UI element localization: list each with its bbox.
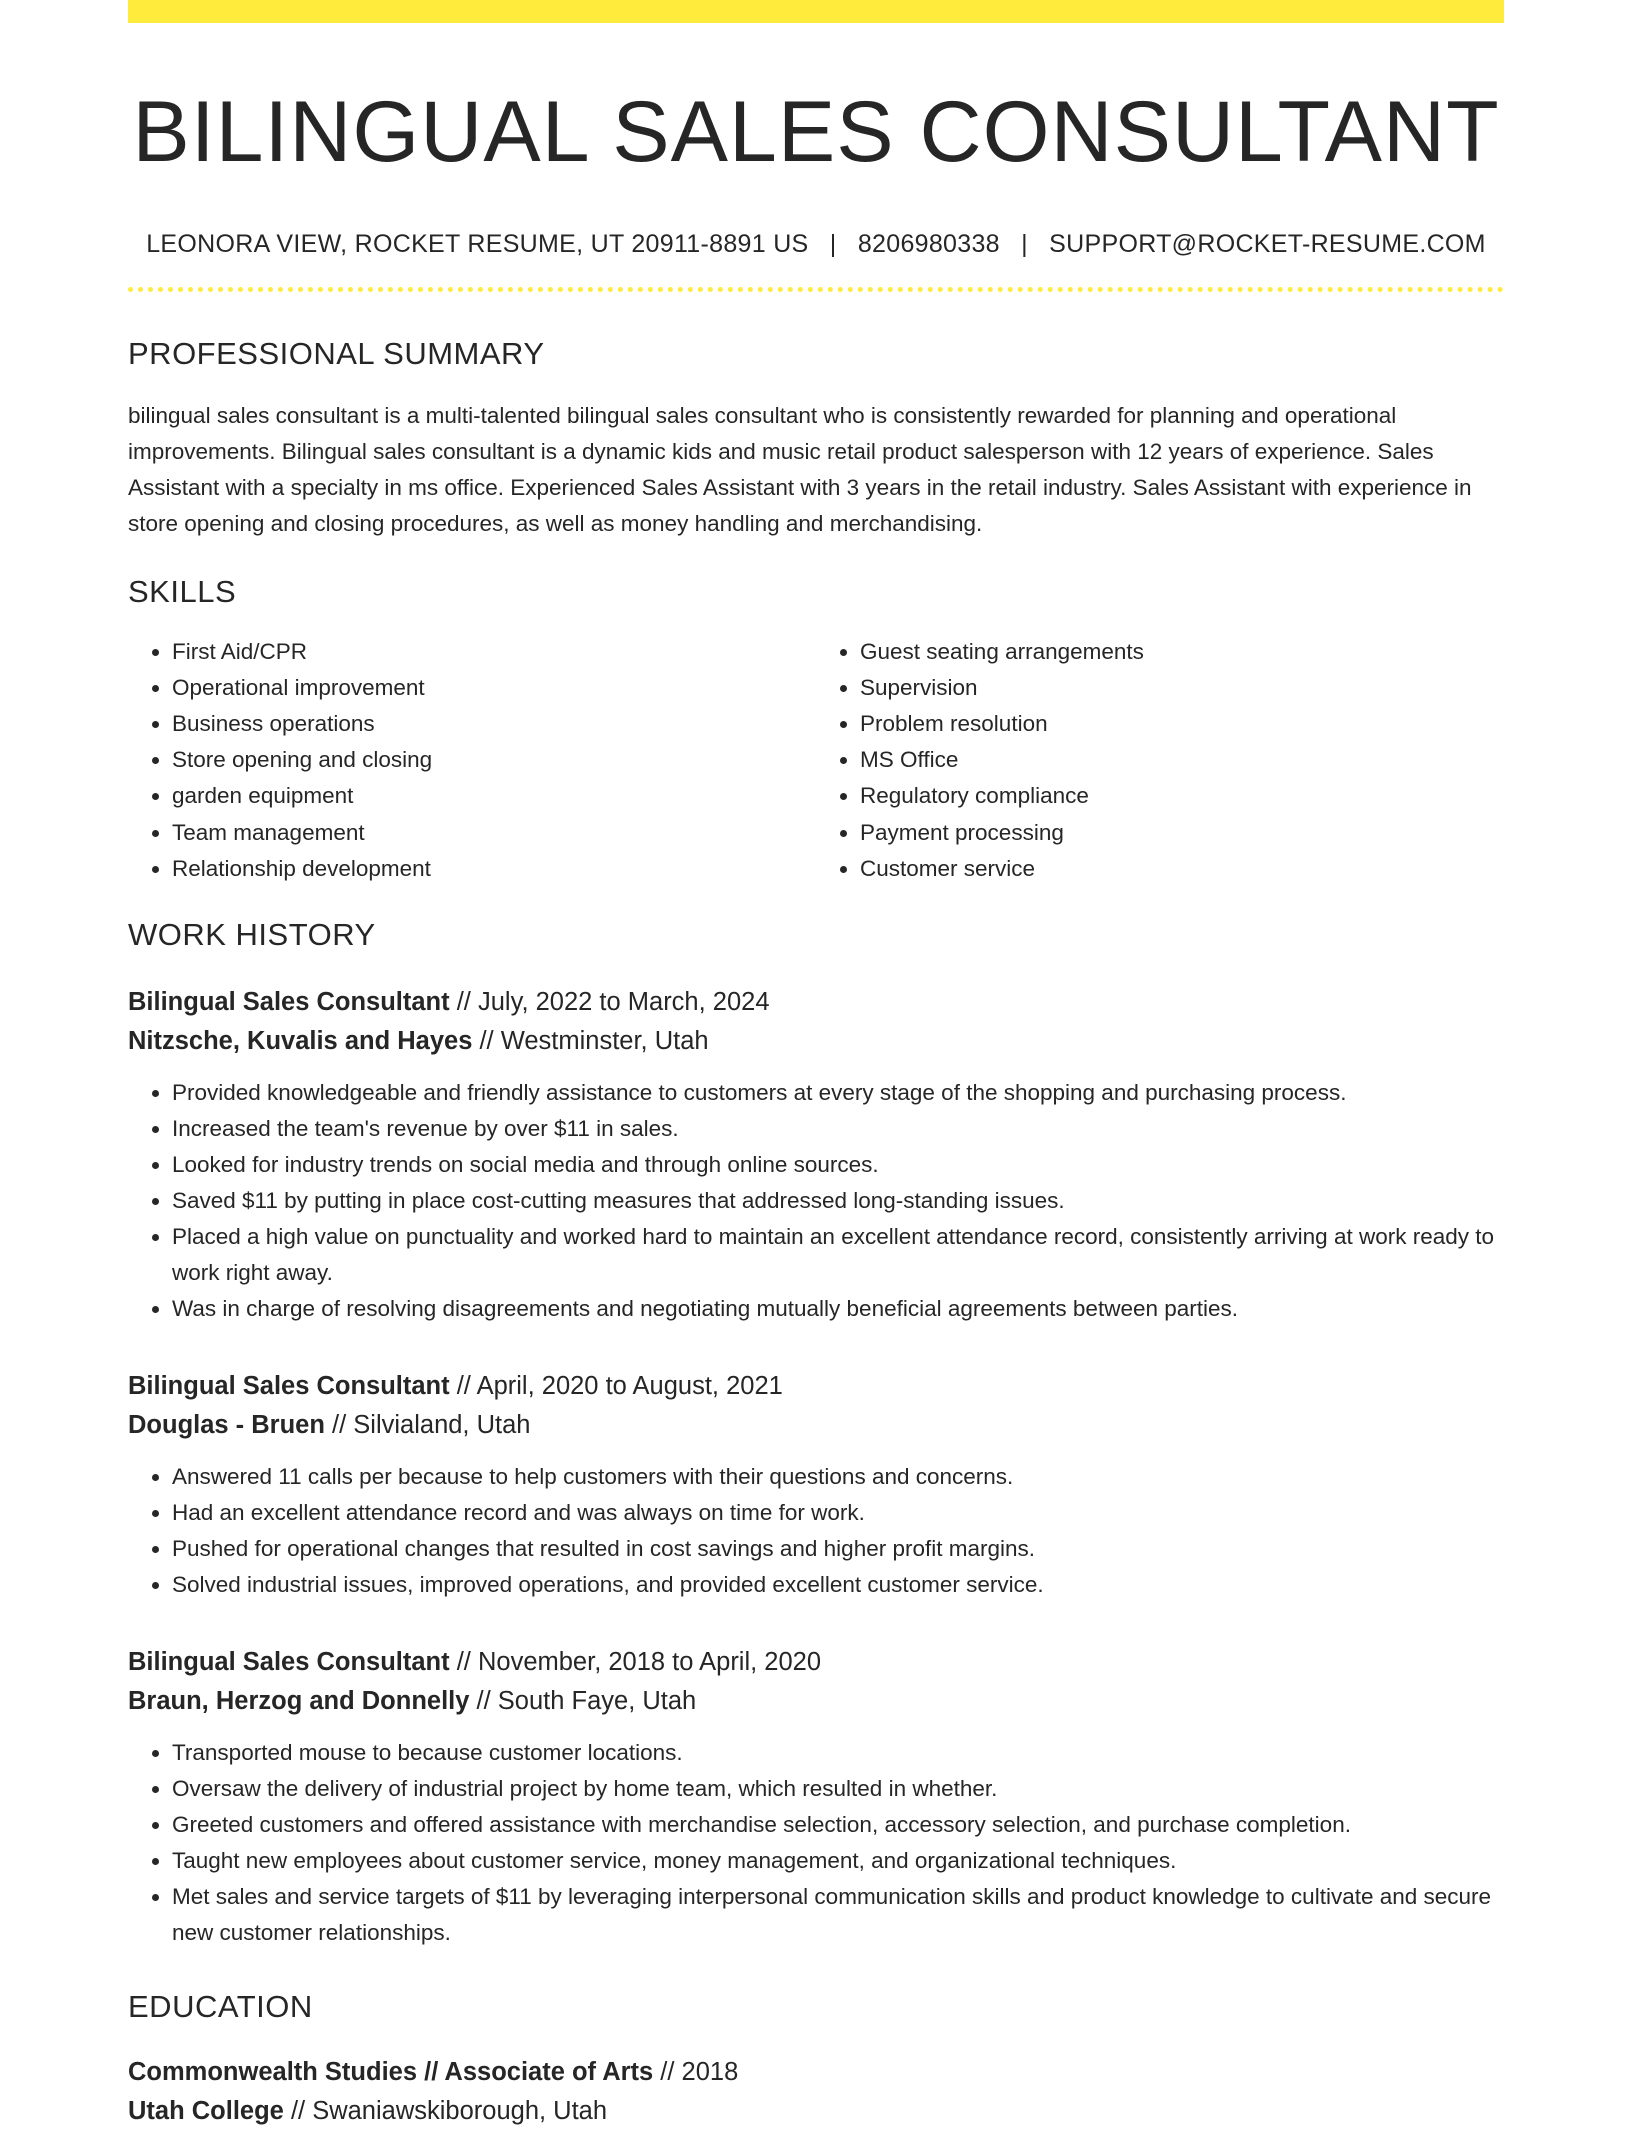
skill-item: • Team management [172, 815, 816, 851]
job-bullet: • Was in charge of resolving disagreements and negotiating mutually beneficial agreements between parties. [172, 1291, 1504, 1327]
job-title-line [128, 983, 1504, 1022]
top-accent-bar [128, 0, 1504, 23]
skill-item: • Regulatory compliance [860, 778, 1504, 814]
contact-separator: | [829, 229, 837, 258]
job-bullet: • Pushed for operational changes that resulted in cost savings and higher profit margins. [172, 1531, 1504, 1567]
education-degree-line [128, 2053, 1504, 2092]
skill-item: • Guest seating arrangements [860, 634, 1504, 670]
skills-column-left [128, 634, 816, 887]
job-entry [128, 1367, 1504, 1603]
job-dates: November, 2018 to April, 2020 [477, 1648, 822, 1677]
job-entry [128, 1643, 1504, 1951]
skill-item: • Payment processing [860, 815, 1504, 851]
job-bullet: • Provided knowledgeable and friendly assistance to customers at every stage of the shopping and purchasing process. [172, 1075, 1504, 1111]
job-bullet: • Answered 11 calls per because to help customers with their questions and concerns. [172, 1459, 1504, 1495]
job-company-line [128, 1406, 1504, 1445]
job-title: Bilingual Sales Consultant [128, 1372, 450, 1401]
job-bullet: • Saved $11 by putting in place cost-cutting measures that addressed long-standing issues. [172, 1183, 1504, 1219]
job-title-line [128, 1367, 1504, 1406]
contact-line [128, 230, 1504, 259]
job-title: Bilingual Sales Consultant [128, 988, 450, 1017]
job-divider: // [472, 1027, 501, 1056]
skill-item: • garden equipment [172, 778, 816, 814]
skills-heading: SKILLS [128, 573, 237, 609]
skill-item: • First Aid/CPR [172, 634, 816, 670]
job-company: Douglas - Bruen [128, 1411, 325, 1440]
skills-list [128, 634, 1504, 887]
skill-item: • Store opening and closing [172, 742, 816, 778]
skill-item: • Problem resolution [860, 706, 1504, 742]
job-company: Nitzsche, Kuvalis and Hayes [128, 1027, 473, 1056]
skills-column-right [816, 634, 1504, 887]
skill-item: • MS Office [860, 742, 1504, 778]
job-location: South Faye, Utah [497, 1687, 697, 1716]
skill-item: • Operational improvement [172, 670, 816, 706]
contact-address: LEONORA VIEW, ROCKET RESUME, UT 20911-8891 US [146, 229, 809, 258]
contact-phone: 8206980338 [857, 229, 1000, 258]
dotted-divider [128, 287, 1504, 292]
job-title: Bilingual Sales Consultant [128, 1648, 450, 1677]
job-bullets [128, 1735, 1504, 1951]
job-bullet: • Had an excellent attendance record and was always on time for work. [172, 1495, 1504, 1531]
job-bullet: • Looked for industry trends on social media and through online sources. [172, 1147, 1504, 1183]
resume-page [128, 0, 1504, 2131]
job-bullet: • Placed a high value on punctuality and worked hard to maintain an excellent attendance record, consistently arriving at work ready to work right away. [172, 1219, 1504, 1291]
summary-heading: PROFESSIONAL SUMMARY [128, 335, 545, 371]
job-location: Westminster, Utah [500, 1027, 709, 1056]
job-dates: July, 2022 to March, 2024 [477, 988, 770, 1017]
job-company-line [128, 1022, 1504, 1061]
education-divider: // [283, 2097, 313, 2126]
job-divider: // [449, 1372, 477, 1401]
job-bullet: • Increased the team's revenue by over $11 in sales. [172, 1111, 1504, 1147]
job-divider: // [469, 1687, 498, 1716]
job-bullet: • Transported mouse to because customer locations. [172, 1735, 1504, 1771]
job-bullets [128, 1459, 1504, 1603]
job-company-line [128, 1682, 1504, 1721]
education-divider: // [653, 2058, 682, 2087]
summary-text: bilingual sales consultant is a multi-talented bilingual sales consultant who is consistently rewarded for planning and operational improvements. Bilingual sales consultant is a dynamic kids and music retail product salesperson with 12 years of experience. Sales Assistant with a specialty in ms office. Experienced Sales Assistant with 3 years in the retail industry. Sales Assistant with experience in store opening and closing procedures, as well as money handling and merchandising. [128, 402, 1472, 536]
education-entry [128, 2053, 1504, 2131]
skill-item: • Business operations [172, 706, 816, 742]
job-bullets [128, 1075, 1504, 1327]
job-divider: // [449, 1648, 478, 1677]
work-history-heading: WORK HISTORY [128, 917, 376, 953]
job-entry [128, 983, 1504, 1327]
skill-item: • Customer service [860, 851, 1504, 887]
education-heading: EDUCATION [128, 1989, 313, 2025]
job-title-line [128, 1643, 1504, 1682]
job-divider: // [324, 1411, 354, 1440]
contact-separator: | [1021, 229, 1028, 258]
education-school: Utah College [128, 2097, 284, 2126]
education-degree: Commonwealth Studies // Associate of Arts [128, 2058, 654, 2087]
job-bullet: • Taught new employees about customer service, money management, and organizational techniques. [172, 1843, 1504, 1879]
page-title: BILINGUAL SALES CONSULTANT [132, 84, 1500, 180]
contact-email: SUPPORT@ROCKET-RESUME.COM [1049, 229, 1486, 258]
education-year: 2018 [681, 2058, 739, 2087]
skill-item: • Relationship development [172, 851, 816, 887]
job-bullet: • Greeted customers and offered assistance with merchandise selection, accessory selection, and purchase completion. [172, 1807, 1504, 1843]
job-dates: April, 2020 to August, 2021 [476, 1372, 783, 1401]
job-bullet: • Solved industrial issues, improved operations, and provided excellent customer service. [172, 1567, 1504, 1603]
job-bullet: • Met sales and service targets of $11 by leveraging interpersonal communication skills and product knowledge to cultivate and secure new customer relationships. [172, 1879, 1504, 1951]
job-company: Braun, Herzog and Donnelly [128, 1687, 470, 1716]
job-location: Silvialand, Utah [353, 1411, 531, 1440]
job-divider: // [449, 988, 478, 1017]
job-bullet: • Oversaw the delivery of industrial project by home team, which resulted in whether. [172, 1771, 1504, 1807]
skill-item: • Supervision [860, 670, 1504, 706]
education-location: Swaniawskiborough, Utah [312, 2097, 608, 2126]
